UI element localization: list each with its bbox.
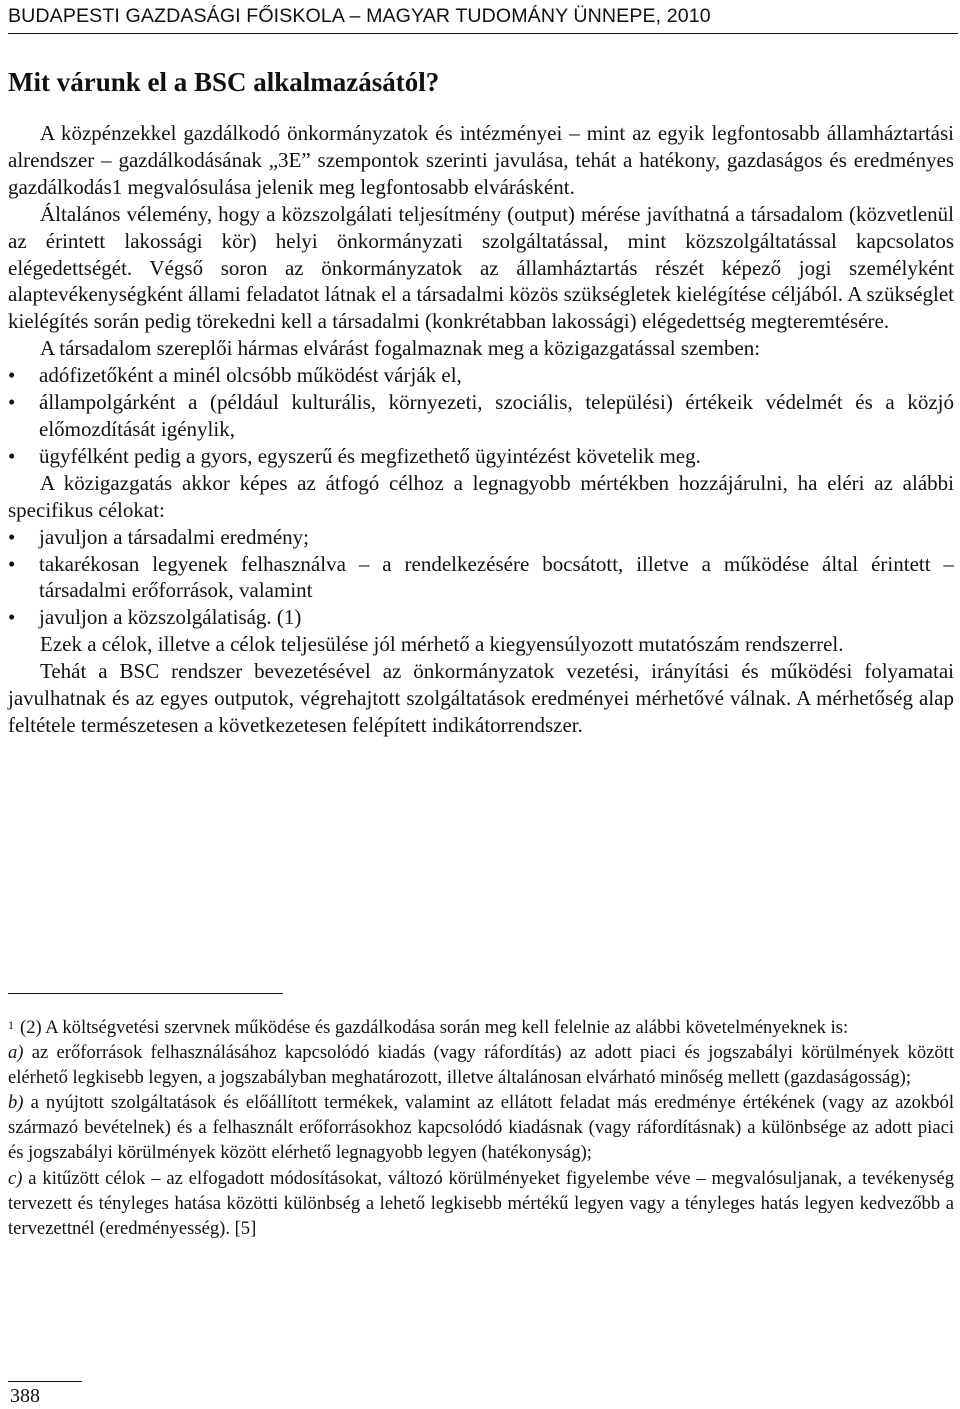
document-page — [8, 0, 954, 1409]
list-item-text: adófizetőként a minél olcsóbb működést várják el, — [39, 363, 462, 388]
list-item-text: állampolgárként a (például kulturális, környezeti, szociális, települési) értékeik védelmét és a közjó előmozdítását igénylik, — [39, 390, 954, 441]
paragraph-6: Tehát a BSC rendszer bevezetésével az önkormányzatok vezetési, irányítási és működési folyamatai javulhatnak és az egyes outputok, végrehajtott szolgáltatások eredményei mérhetővé válnak. A mérhetőség alap feltétele természetesen a következetesen felépített indikátorrendszer. — [8, 659, 954, 737]
page-number: 388 — [10, 1385, 40, 1407]
footnote-rule — [8, 993, 283, 994]
body-text — [8, 120, 954, 739]
list-item-text: ügyfélként pedig a gyors, egyszerű és megfizethető ügyintézést követelik meg. — [39, 443, 701, 468]
header-rule — [8, 33, 958, 34]
bullet-icon: • — [8, 524, 16, 549]
list-item — [8, 389, 954, 443]
list-item — [8, 524, 954, 551]
footnote-item-text: az erőforrások felhasználásához kapcsolódó kiadás (vagy ráfordítás) az adott piaci és jogszabályi körülmények között elérhető legkisebb legyen, a jogszabályban meghatározott, illetve általánosan elvárható minőség mellett (gazdaságosság); — [8, 1042, 954, 1089]
bullet-icon: • — [8, 605, 16, 630]
footnote-intro — [8, 1013, 954, 1040]
footnote-item-text: a nyújtott szolgáltatások és előállított termékek, valamint az ellátott feladat más eredménye értékének (vagy az azokból származó bevételnek) és a felhasznált erőforrásokhoz kapcsolódó kiadásnak (vagy ráfordításnak) a különbsége az adott piaci és jogszabályi körülmények között elérhető legnagyobb legyen (hatékonyság); — [8, 1092, 954, 1164]
list-item — [8, 443, 954, 470]
expectations-list — [8, 362, 954, 470]
section-title: Mit várunk el a BSC alkalmazásától? — [8, 67, 440, 97]
page-number-rule — [8, 1381, 82, 1382]
bullet-icon: • — [8, 443, 16, 468]
list-item-text: javuljon a társadalmi eredmény; — [39, 524, 309, 549]
footnote-item-text: a kitűzött célok – az elfogadott módosításokat, változó körülményeket figyelembe véve – megvalósuljanak, a tevékenység tervezett és tényleges hatása közötti különbség a lehető legkisebb mértékű legyen vagy a tényleges hatás legyen kedvezőbb a tervezettnél (eredményesség). [5] — [8, 1167, 954, 1239]
footnote-marker: 1 — [8, 1018, 14, 1032]
paragraph-5: Ezek a célok, illetve a célok teljesülése jól mérhető a kiegyensúlyozott mutatószám rendszerrel. — [40, 632, 844, 657]
list-item-text: takarékosan legyenek felhasználva – a rendelkezésére bocsátott, illetve a működése által érintett – társadalmi erőforrások, valamint — [39, 551, 954, 603]
list-item — [8, 604, 954, 631]
paragraph-3: A társadalom szereplői hármas elvárást fogalmaznak meg a közigazgatással szemben: — [40, 336, 761, 361]
footnote-item-a — [8, 1040, 954, 1090]
running-header: BUDAPESTI GAZDASÁGI FŐISKOLA – MAGYAR TUDOMÁNY ÜNNEPE, 2010 — [8, 5, 711, 27]
goals-list — [8, 524, 954, 632]
paragraph-4: A közigazgatás akkor képes az átfogó célhoz a legnagyobb mértékben hozzájárulni, ha eléri az alábbi specifikus célokat: — [8, 470, 954, 522]
bullet-icon: • — [8, 390, 16, 415]
footnote-item-label: a) — [8, 1042, 24, 1064]
list-item — [8, 551, 954, 605]
footnotes — [8, 1013, 954, 1241]
footnote-intro-text: (2) A költségvetési szervnek működése és gazdálkodása során meg kell felelnie az alábbi követelményeknek is: — [20, 1017, 849, 1038]
footnote-item-c — [8, 1166, 954, 1241]
list-item-text: javuljon a közszolgálatiság. (1) — [39, 605, 302, 630]
list-item — [8, 362, 954, 389]
paragraph-1: A közpénzekkel gazdálkodó önkormányzatok és intézményei – mint az egyik legfontosabb államháztartási alrendszer – gazdálkodásának „3E” szempontok szerinti javulása, tehát a hatékony, gazdaságos és eredményes gazdálkodás1 megvalósulása jelenik meg legfontosabb elvárásként. — [8, 121, 954, 199]
footnote-item-label: c) — [8, 1167, 23, 1189]
footnote-item-label: b) — [8, 1092, 24, 1114]
paragraph-2: Általános vélemény, hogy a közszolgálati teljesítmény (output) mérése javíthatná a társadalom (közvetlenül az érintett lakossági kör) helyi önkormányzati szolgáltatással, mint közszolgáltatással kapcsolatos elégedettségét. Végső soron az önkormányzatok az államháztartás részét képező jogi személyként alaptevékenységként állami feladatot látnak el a társadalmi közös szükségletek kielégítése céljából. A szükséglet kielégítés során pedig törekedni kell a társadalmi (konkrétabban lakossági) elégedettség megteremtésére. — [8, 201, 954, 334]
bullet-icon: • — [8, 551, 16, 576]
footnote-item-b — [8, 1090, 954, 1165]
bullet-icon: • — [8, 363, 16, 388]
